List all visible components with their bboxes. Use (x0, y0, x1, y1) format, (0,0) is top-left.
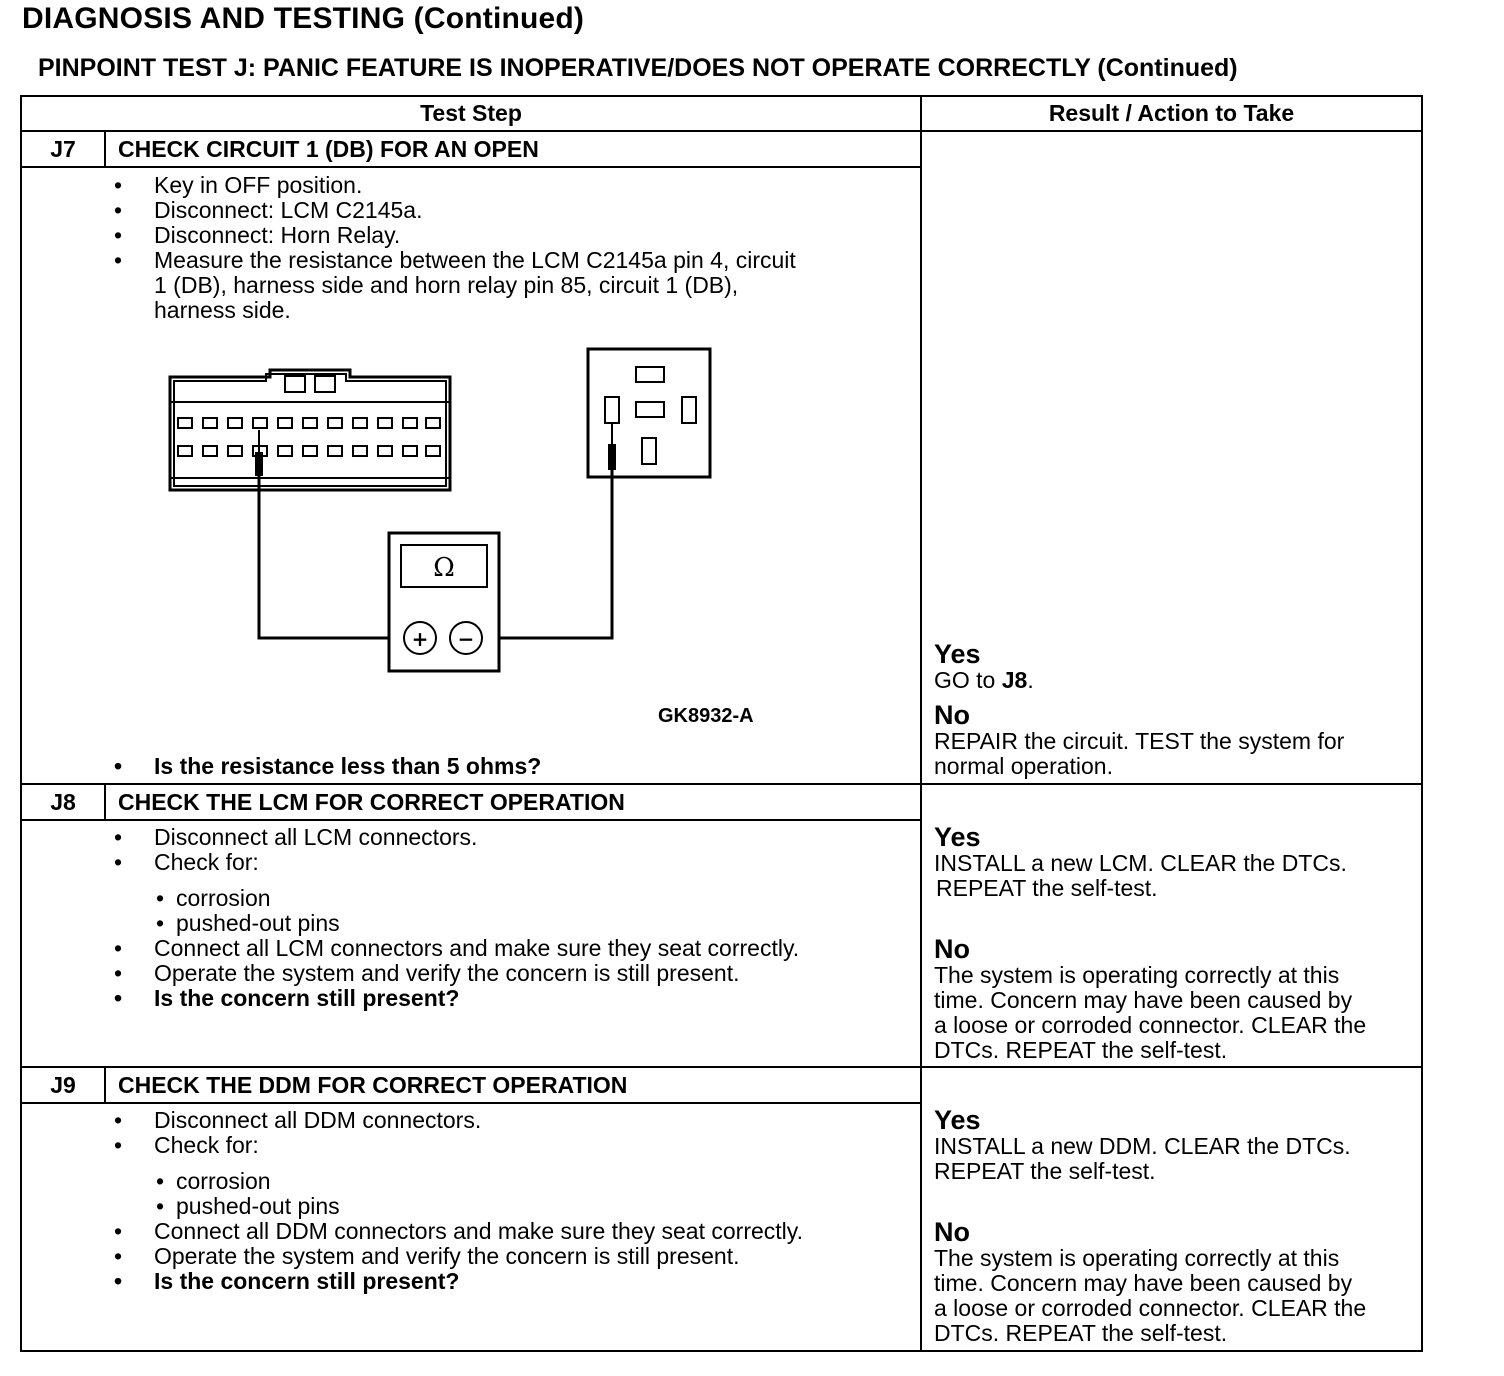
j8-title-divider (20, 819, 922, 821)
list-item: • Disconnect all DDM connectors. (114, 1108, 803, 1133)
figure-label: GK8932-A (658, 705, 754, 727)
no-action-line: REPAIR the circuit. TEST the system for (934, 728, 1345, 754)
j8-result (934, 823, 1366, 1063)
no-action-line: The system is operating correctly at this (934, 962, 1340, 988)
lcm-test-lead (259, 476, 403, 638)
yes-action-line: REPEAT the self-test. (934, 1158, 1156, 1184)
list-item: • Measure the resistance between the LCM C2145a pin 4, circuit (114, 248, 796, 273)
list-item: • Disconnect: Horn Relay. (114, 223, 796, 248)
list-item: • Is the concern still present? (114, 986, 799, 1011)
no-action-line: a loose or corroded connector. CLEAR the (934, 1295, 1367, 1321)
list-item: • Check for: (114, 1133, 803, 1158)
relay-probe-tip (608, 444, 616, 470)
step-id-j7: J7 (50, 136, 76, 162)
j8-id-divider (104, 783, 106, 821)
sub-list-item: • corrosion (114, 1169, 803, 1194)
no-action-line: normal operation. (934, 753, 1113, 779)
minus-terminal-label: − (457, 627, 475, 651)
relay-test-lead (481, 470, 612, 638)
list-item: • Is the resistance less than 5 ohms? (114, 754, 541, 779)
step-id-j8: J8 (50, 789, 76, 815)
no-action-line: The system is operating correctly at this (934, 1245, 1340, 1271)
step-title-j9: CHECK THE DDM FOR CORRECT OPERATION (118, 1072, 628, 1098)
page-title: DIAGNOSIS AND TESTING (Continued) (22, 2, 585, 35)
yes-action: GO to J8. (934, 667, 1034, 693)
list-item-continuation: harness side. (154, 297, 291, 323)
j8-instructions (114, 825, 799, 1011)
j9-id-divider (104, 1066, 106, 1104)
j7-title-divider (20, 166, 922, 168)
yes-label: Yes (934, 639, 981, 669)
list-item: • Disconnect: LCM C2145a. (114, 198, 796, 223)
no-action-line: a loose or corroded connector. CLEAR the (934, 1012, 1367, 1038)
list-item: • Is the concern still present? (114, 1269, 803, 1294)
yes-action-line: REPEAT the self-test. (936, 875, 1158, 901)
list-item: • Check for: (114, 850, 799, 875)
step-title-j7: CHECK CIRCUIT 1 (DB) FOR AN OPEN (118, 136, 539, 162)
j9-instructions (114, 1108, 803, 1294)
sub-list-item: • pushed-out pins (114, 911, 799, 936)
no-action-line: DTCs. REPEAT the self-test. (934, 1037, 1228, 1063)
yes-action-line: INSTALL a new DDM. CLEAR the DTCs. (934, 1133, 1351, 1159)
lcm-connector-pins (178, 418, 440, 456)
no-label: No (934, 1217, 970, 1247)
list-item: • Connect all DDM connectors and make sure they seat correctly. (114, 1219, 803, 1244)
j7-question (114, 754, 541, 779)
sub-list-item: • pushed-out pins (114, 1194, 803, 1219)
j7-result (934, 640, 1344, 779)
no-action-line: time. Concern may have been caused by (934, 1270, 1353, 1296)
header-test-step: Test Step (420, 100, 522, 126)
j9-result (934, 1106, 1366, 1346)
j7-id-divider (104, 130, 106, 168)
plus-terminal-label: + (411, 627, 429, 651)
circuit-test-diagram (150, 340, 800, 740)
lcm-connector-body (170, 370, 450, 490)
no-action-line: time. Concern may have been caused by (934, 987, 1353, 1013)
yes-label: Yes (934, 822, 981, 852)
list-item: • Operate the system and verify the concern is still present. (114, 1244, 803, 1269)
column-divider (920, 95, 922, 1352)
step-title-j8: CHECK THE LCM FOR CORRECT OPERATION (118, 789, 625, 815)
step-id-j9: J9 (50, 1072, 76, 1098)
list-item: • Disconnect all LCM connectors. (114, 825, 799, 850)
list-item: • Connect all LCM connectors and make sure they seat correctly. (114, 936, 799, 961)
page-subtitle: PINPOINT TEST J: PANIC FEATURE IS INOPERATIVE/DOES NOT OPERATE CORRECTLY (Continued) (38, 54, 1238, 82)
lcm-probe-tip (255, 452, 263, 476)
sub-list-item: • corrosion (114, 886, 799, 911)
header-result: Result / Action to Take (1048, 100, 1295, 126)
list-item: • Key in OFF position. (114, 173, 796, 198)
list-item: • Operate the system and verify the concern is still present. (114, 961, 799, 986)
yes-label: Yes (934, 1105, 981, 1135)
yes-action-line: INSTALL a new LCM. CLEAR the DTCs. (934, 850, 1347, 876)
no-action-line: DTCs. REPEAT the self-test. (934, 1320, 1228, 1346)
list-item-continuation: 1 (DB), harness side and horn relay pin 85, circuit 1 (DB), (154, 272, 739, 298)
horn-relay (588, 349, 710, 477)
ohm-symbol: Ω (433, 553, 455, 583)
j7-instructions (114, 173, 796, 323)
no-label: No (934, 700, 970, 730)
j9-title-divider (20, 1102, 922, 1104)
no-label: No (934, 934, 970, 964)
